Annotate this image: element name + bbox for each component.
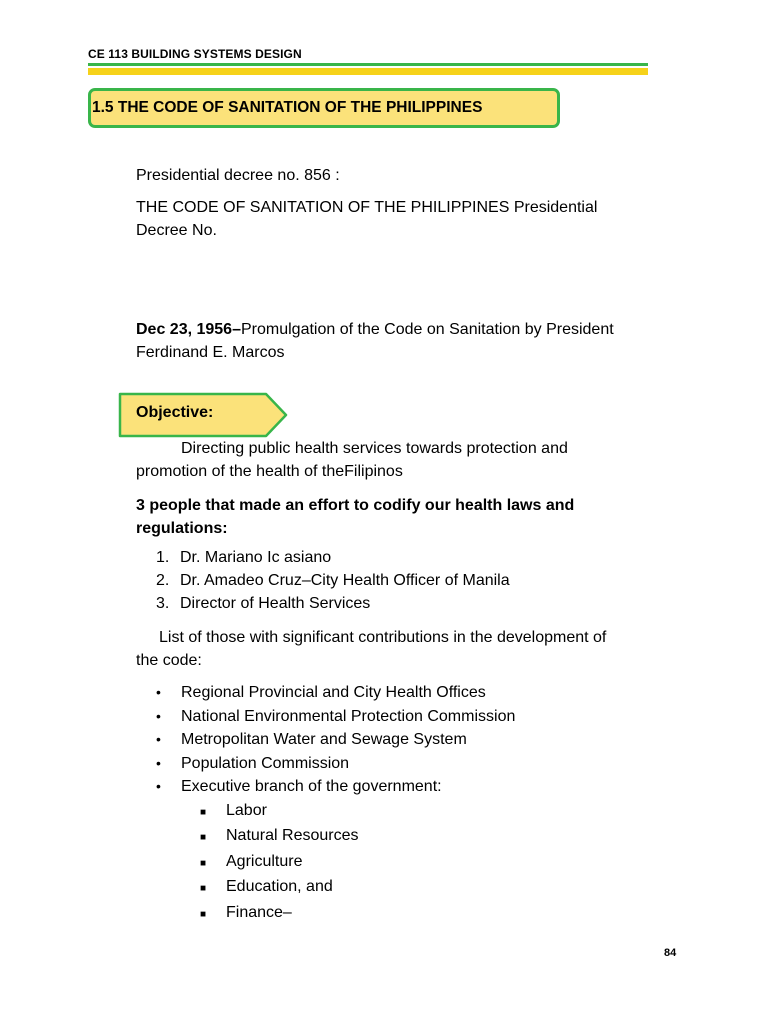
sub-list-item — [200, 824, 515, 850]
objective-line-1: Directing public health services towards protection and — [181, 440, 568, 457]
bullet-icon: • — [156, 731, 161, 747]
list-text: Dr. Amadeo Cruz–City Health Officer of Manila — [180, 572, 510, 589]
objective-callout — [118, 392, 290, 438]
list-text: Population Commission — [181, 754, 350, 772]
list-text: Executive branch of the government: — [181, 778, 442, 795]
square-bullet-icon: ■ — [200, 832, 207, 843]
executive-sub-list — [200, 799, 515, 927]
list-text: Natural Resources — [226, 827, 359, 844]
sub-list-item — [200, 875, 515, 901]
contributors-intro-1: List of those with significant contributions in the development of — [159, 629, 607, 646]
list-text: Education, and — [226, 878, 333, 895]
section-title-box — [88, 88, 560, 128]
bullet-icon: • — [156, 684, 161, 700]
square-bullet-icon: ■ — [200, 908, 207, 920]
code-line-2: Decree No. — [136, 222, 217, 239]
list-item — [156, 752, 515, 776]
list-text: Labor — [226, 801, 267, 819]
square-bullet-icon: ■ — [200, 806, 207, 818]
list-item — [156, 546, 510, 569]
list-text: Finance– — [226, 903, 292, 921]
promulgation-text: Promulgation of the Code on Sanitation by President — [240, 321, 614, 338]
header-rule-green — [88, 63, 648, 66]
list-text: Agriculture — [226, 852, 303, 870]
list-item — [156, 592, 510, 615]
objective-line-2: promotion of the health of theFilipinos — [136, 463, 403, 480]
page-number: 84 — [664, 947, 677, 959]
promulgation-line-2: Ferdinand E. Marcos — [136, 344, 285, 361]
decree-line: Presidential decree no. 856 : — [136, 167, 340, 184]
codifiers-list — [156, 546, 510, 615]
codifiers-heading-2: regulations: — [136, 520, 228, 537]
bullet-icon: • — [156, 707, 161, 724]
section-title: 1.5 THE CODE OF SANITATION OF THE PHILIPPINES — [92, 99, 483, 116]
square-bullet-icon: ■ — [200, 857, 207, 869]
codifiers-heading-1: 3 people that made an effort to codify our health laws and — [136, 497, 575, 514]
list-item — [156, 775, 515, 799]
promulgation-date: Dec 23, 1956– — [136, 321, 241, 338]
promulgation-line-1 — [136, 318, 614, 341]
course-header: CE 113 BUILDING SYSTEMS DESIGN — [88, 47, 302, 61]
list-text: Director of Health Services — [180, 595, 371, 612]
list-text: Regional Provincial and City Health Offices — [181, 684, 486, 701]
list-item — [156, 728, 515, 752]
list-text: Dr. Mariano Ic asiano — [180, 549, 332, 566]
bullet-icon: • — [156, 778, 161, 794]
bullet-icon: • — [156, 754, 161, 771]
header-rule-yellow — [88, 68, 648, 75]
sub-list-item — [200, 799, 515, 825]
list-text: Metropolitan Water and Sewage System — [181, 731, 467, 748]
objective-label: Objective: — [136, 404, 214, 421]
list-item — [156, 681, 515, 705]
contributors-intro-2: the code: — [136, 652, 202, 669]
list-number: 3. — [156, 595, 170, 612]
list-item — [156, 705, 515, 729]
list-item — [156, 569, 510, 592]
code-line-1: THE CODE OF SANITATION OF THE PHILIPPINES Presidential — [136, 199, 598, 216]
list-number: 1. — [156, 549, 170, 566]
list-number: 2. — [156, 572, 170, 589]
sub-list-item — [200, 901, 515, 927]
list-text: National Environmental Protection Commission — [181, 707, 516, 725]
contributors-list — [156, 681, 515, 926]
sub-list-item — [200, 850, 515, 876]
square-bullet-icon: ■ — [200, 883, 207, 894]
